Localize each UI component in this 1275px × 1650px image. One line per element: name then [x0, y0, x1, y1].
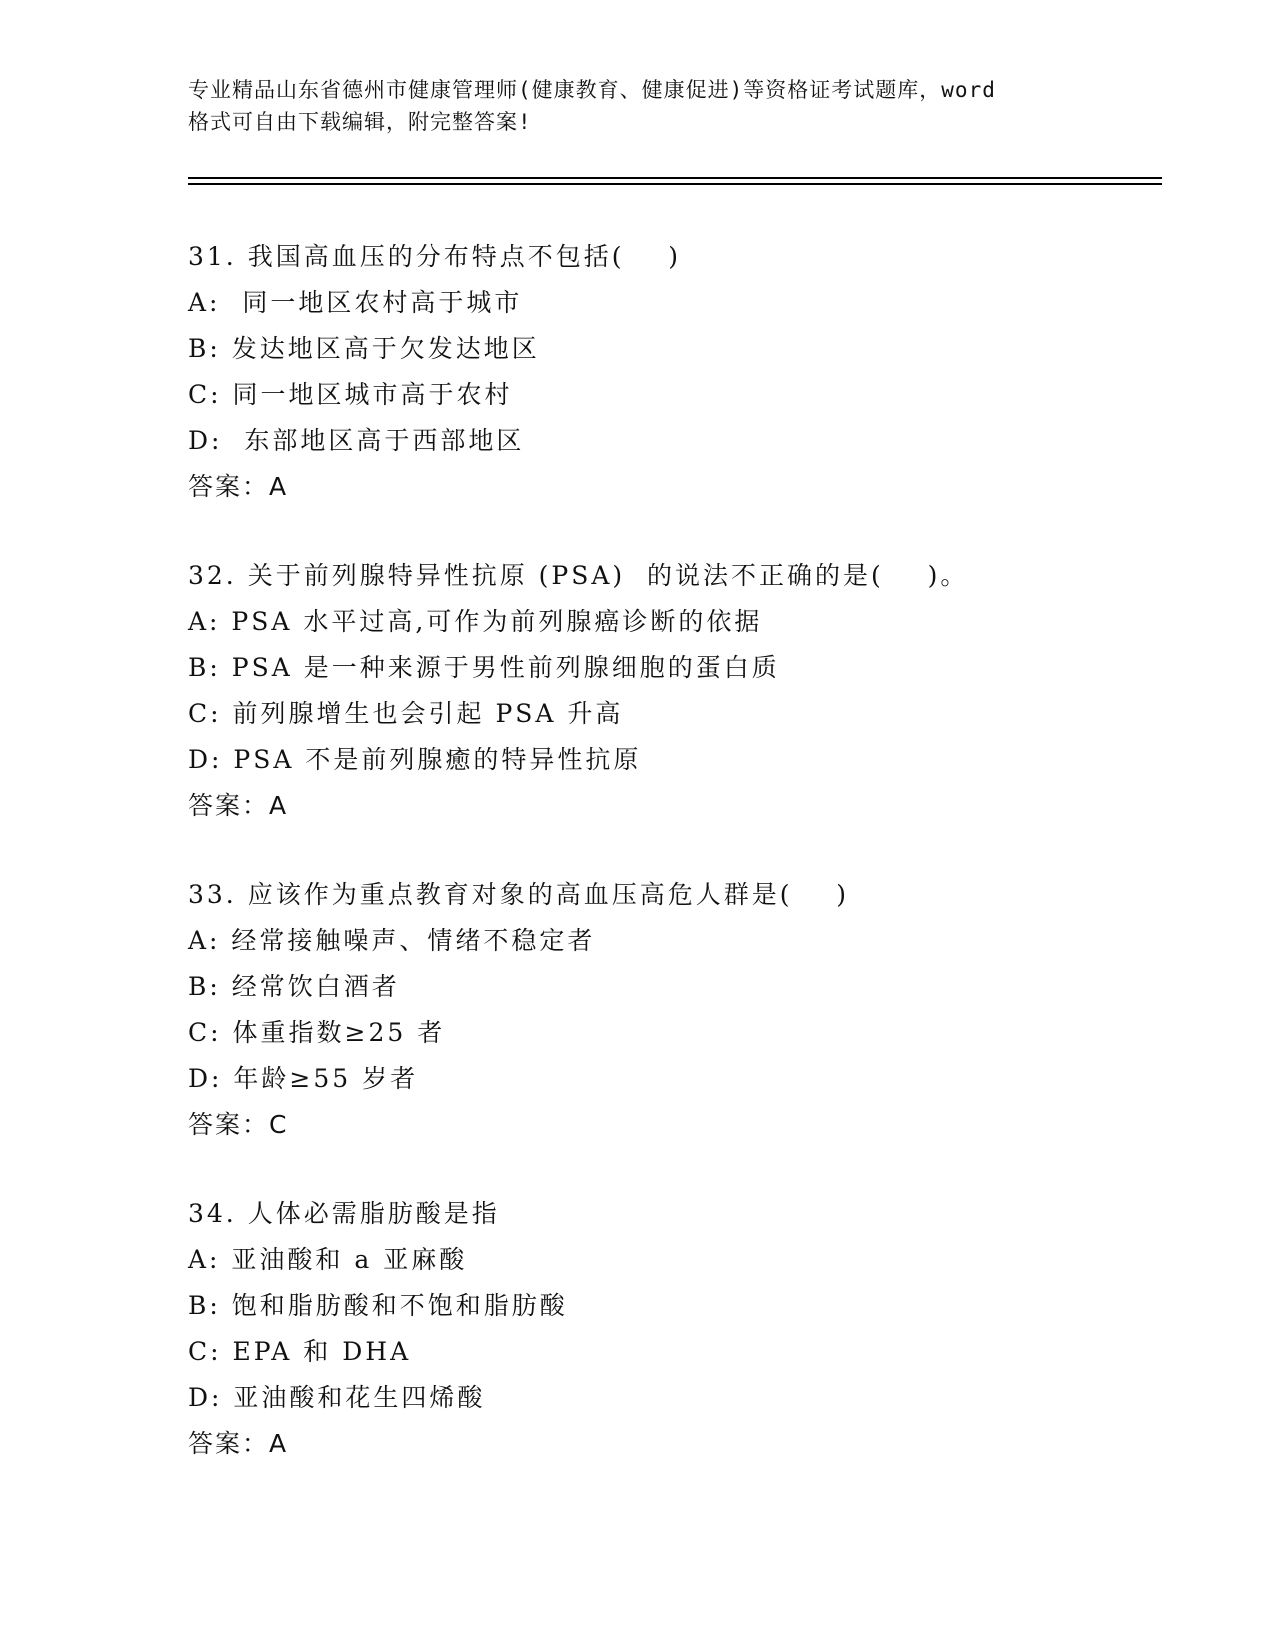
option-d: D: PSA 不是前列腺癒的特异性抗原	[188, 745, 642, 774]
answer-line: 答案：C	[188, 1110, 289, 1139]
option-c: C: EPA 和 DHA	[188, 1337, 412, 1366]
option-d: D: 东部地区高于西部地区	[188, 426, 525, 455]
question-31	[188, 234, 1168, 510]
option-c: C: 体重指数≥25 者	[188, 1018, 446, 1047]
option-b: B: 饱和脂肪酸和不饱和脂肪酸	[188, 1291, 568, 1320]
option-c: C: 同一地区城市高于农村	[188, 380, 513, 409]
option-a: A: PSA 水平过高,可作为前列腺癌诊断的依据	[188, 607, 763, 636]
question-stem: 34. 人体必需脂肪酸是指	[188, 1199, 500, 1228]
option-b: B: PSA 是一种来源于男性前列腺细胞的蛋白质	[188, 653, 780, 682]
option-a: A: 经常接触噪声、情绪不稳定者	[188, 926, 596, 955]
answer-line: 答案：A	[188, 791, 289, 820]
option-c: C: 前列腺增生也会引起 PSA 升高	[188, 699, 624, 728]
option-b: B: 经常饮白酒者	[188, 972, 400, 1001]
header-line-1: 专业精品山东省德州市健康管理师(健康教育、健康促进)等资格证考试题库，word	[188, 78, 996, 102]
document-header	[188, 74, 1088, 138]
option-b: B: 发达地区高于欠发达地区	[188, 334, 540, 363]
question-list	[188, 234, 1168, 1510]
header-line-2: 格式可自由下载编辑，附完整答案!	[188, 110, 532, 134]
question-stem: 31. 我国高血压的分布特点不包括( )	[188, 242, 682, 271]
question-34	[188, 1191, 1168, 1467]
question-32	[188, 553, 1168, 829]
question-33	[188, 872, 1168, 1148]
header-divider-top	[188, 177, 1162, 179]
answer-line: 答案：A	[188, 472, 289, 501]
question-stem: 32. 关于前列腺特异性抗原 (PSA) 的说法不正确的是( )。	[188, 561, 969, 590]
option-d: D: 亚油酸和花生四烯酸	[188, 1383, 486, 1412]
header-divider-bottom	[188, 183, 1162, 185]
answer-line: 答案：A	[188, 1429, 289, 1458]
option-a: A: 同一地区农村高于城市	[188, 288, 523, 317]
option-a: A: 亚油酸和 a 亚麻酸	[188, 1245, 468, 1274]
question-stem: 33. 应该作为重点教育对象的高血压高危人群是( )	[188, 880, 850, 909]
option-d: D: 年龄≥55 岁者	[188, 1064, 419, 1093]
